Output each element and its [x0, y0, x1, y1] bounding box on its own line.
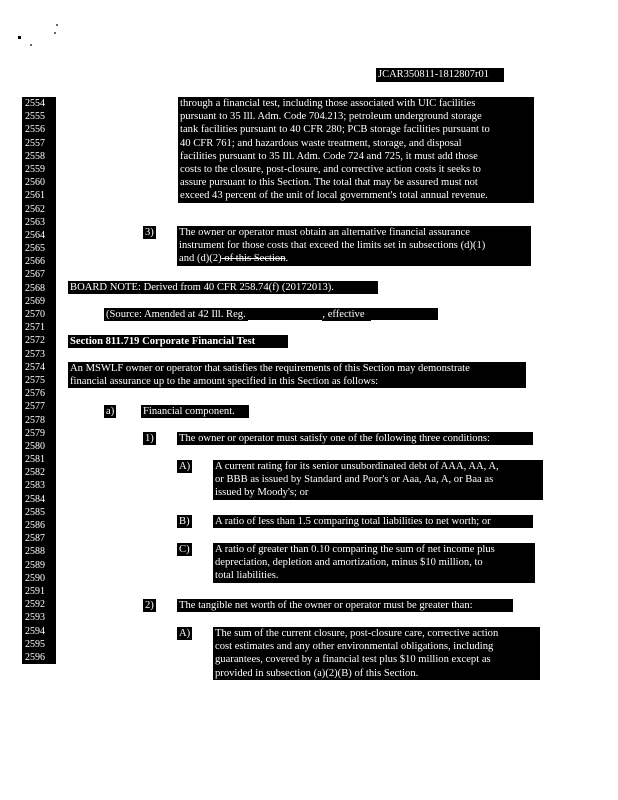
line-number: 2563	[25, 216, 45, 228]
line-number: 2556	[25, 124, 45, 136]
item-3-line: The owner or operator must obtain an alternative financial assurance	[179, 227, 470, 238]
item-B-label: B)	[179, 516, 190, 527]
board-note: BOARD NOTE: Derived from 40 CFR 258.74(f) (20172013).	[68, 281, 378, 294]
item-A-line: issued by Moody's; or	[215, 487, 309, 499]
subsection-a-label: a)	[106, 406, 115, 417]
item-C-line: A ratio of greater than 0.10 comparing the sum of net income plus	[215, 544, 495, 555]
line-number: 2569	[25, 295, 45, 307]
blank-effective-date	[371, 320, 441, 321]
line-number: 2584	[25, 493, 45, 505]
para-d-continuation	[178, 97, 534, 203]
scan-speck	[30, 44, 32, 46]
line-number: 2578	[25, 414, 45, 426]
source-end: )	[441, 309, 445, 320]
line-number: 2579	[25, 427, 45, 439]
item-B-text: A ratio of less than 1.5 comparing total liabilities to net worth; or	[213, 515, 533, 528]
item-a2A-label: A)	[179, 628, 191, 639]
line-number: 2580	[25, 440, 45, 452]
line-number: 2587	[25, 533, 45, 545]
line-number: 2583	[25, 480, 45, 492]
line-number: 2590	[25, 572, 45, 584]
line-number: 2570	[25, 309, 45, 320]
item-3-period: .	[285, 253, 289, 265]
item-C-line: depreciation, depletion and amortization, minus $10 million, to	[215, 557, 483, 569]
line-number: 2596	[25, 651, 45, 663]
line-number: 2595	[25, 638, 45, 650]
line-number: 2562	[25, 203, 45, 215]
para-d-line: facilities pursuant to 35 Ill. Adm. Code 724 and 725, it must add those	[180, 150, 478, 162]
line-number: 2594	[25, 625, 45, 637]
source-note	[104, 308, 445, 321]
para-d-line: pursuant to 35 Ill. Adm. Code 704.213; petroleum underground storage	[180, 111, 482, 123]
line-number: 2566	[25, 256, 45, 268]
item-3-subsection-ref: and (d)(2)	[179, 253, 222, 265]
line-number: 2574	[25, 361, 45, 373]
item-3-line: instrument for those costs that exceed the limits set in subsections (d)(1)	[179, 240, 486, 252]
item-a2A-text	[213, 627, 540, 680]
intro-line: An MSWLF owner or operator that satisfies the requirements of this Section may demonstrate	[70, 363, 470, 374]
line-number: 2591	[25, 585, 45, 597]
para-d-line: costs to the closure, post-closure, and corrective action costs it seeks to	[180, 163, 481, 175]
line-number: 2577	[25, 401, 45, 413]
item-A-text	[213, 460, 543, 500]
line-number: 2576	[25, 388, 45, 400]
line-number: 2564	[25, 229, 45, 241]
blank-register-page	[248, 320, 322, 321]
item-C-label: C)	[179, 544, 190, 555]
item-a2A-line: provided in subsection (a)(2)(B) of this Section.	[215, 667, 419, 679]
line-number: 2593	[25, 612, 45, 624]
item-3-text	[177, 226, 531, 266]
section-heading: Section 811.719 Corporate Financial Test	[68, 335, 288, 348]
para-d-line: tank facilities pursuant to 40 CFR 280; PCB storage facilities pursuant to	[180, 124, 490, 136]
line-number: 2561	[25, 190, 45, 202]
item-a2A-line: cost estimates and any other environmental obligations, including	[215, 641, 494, 653]
item-a2A-line: guarantees, covered by a financial test plus $10 million except as	[215, 654, 491, 666]
para-d-line: assure pursuant to this Section. The total that may be assured must not	[180, 177, 478, 189]
line-number: 2575	[25, 374, 45, 386]
line-number: 2571	[25, 322, 45, 334]
item-A-line: or BBB as issued by Standard and Poor's or Aaa, Aa, A, or Baa as	[215, 474, 494, 486]
line-number: 2567	[25, 269, 45, 281]
line-number: 2558	[25, 150, 45, 162]
scan-speck	[56, 24, 58, 26]
item-C-line: total liabilities.	[215, 570, 279, 582]
line-number: 2568	[25, 282, 45, 294]
item-C-text	[213, 543, 535, 583]
line-number: 2573	[25, 348, 45, 360]
item-3-line	[179, 252, 304, 265]
scan-speck	[18, 36, 21, 39]
line-number: 2586	[25, 520, 45, 531]
item-3-deleted-text: of this Section	[221, 253, 286, 265]
item-a1-label: 1)	[145, 433, 154, 444]
line-number: 2572	[25, 335, 45, 347]
line-number: 2565	[25, 243, 45, 255]
source-prefix: (Source: Amended at 42 Ill. Reg.	[106, 309, 249, 320]
line-number: 2555	[25, 111, 45, 123]
line-number: 2582	[25, 467, 45, 479]
para-d-line: through a financial test, including those associated with UIC facilities	[180, 98, 476, 109]
line-number: 2585	[25, 506, 45, 518]
line-number: 2581	[25, 454, 45, 466]
line-number: 2557	[25, 137, 45, 149]
item-A-line: A current rating for its senior unsubordinated debt of AAA, AA, A,	[215, 461, 499, 472]
line-number: 2554	[25, 98, 45, 109]
line-number: 2559	[25, 163, 45, 175]
item-3-label: 3)	[145, 227, 154, 238]
line-number: 2592	[25, 599, 45, 611]
line-numbers	[22, 97, 56, 664]
para-d-line: 40 CFR 761; and hazardous waste treatment, storage, and disposal	[180, 137, 462, 149]
subsection-a-text: Financial component.	[141, 405, 249, 418]
document-header-code: JCAR350811-1812807r01	[376, 68, 504, 82]
line-number: 2589	[25, 559, 45, 571]
item-a1-text: The owner or operator must satisfy one of the following three conditions:	[177, 432, 533, 445]
intro-line: financial assurance up to the amount specified in this Section as follows:	[70, 376, 379, 388]
item-a2A-line: The sum of the current closure, post-closure care, corrective action	[215, 628, 499, 639]
line-number: 2560	[25, 177, 45, 189]
para-d-line: exceed 43 percent of the unit of local government's total annual revenue.	[180, 190, 488, 202]
section-intro	[68, 362, 526, 388]
item-a2-label: 2)	[145, 600, 154, 611]
scan-speck	[54, 32, 56, 34]
item-a2-text: The tangible net worth of the owner or operator must be greater than:	[177, 599, 513, 612]
source-effective: , effective	[322, 309, 368, 320]
item-A-label: A)	[179, 461, 191, 472]
line-number: 2588	[25, 546, 45, 558]
